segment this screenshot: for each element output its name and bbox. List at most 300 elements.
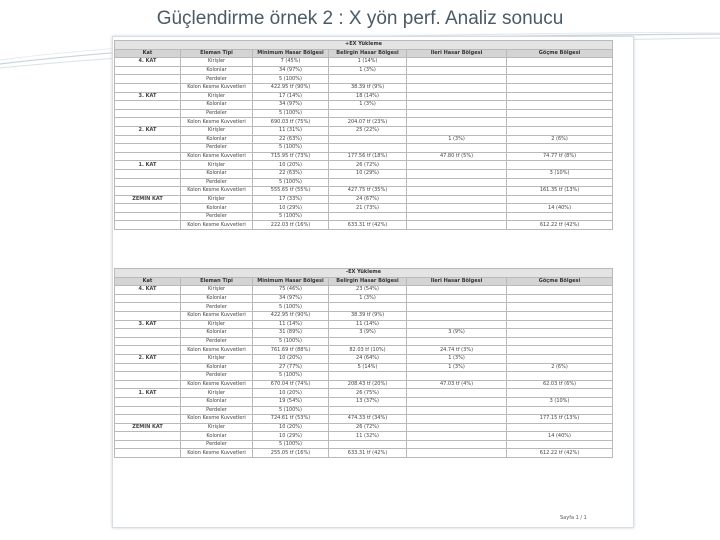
table-row xyxy=(115,346,613,355)
kat-cell xyxy=(115,311,181,320)
gocme-cell: 62.03 tf (6%) xyxy=(507,380,613,389)
belirgin-hasar-cell: 633.31 tf (42%) xyxy=(329,221,407,230)
minimum-hasar-cell: 690.03 tf (75%) xyxy=(253,118,329,127)
table-row xyxy=(115,195,613,204)
eleman-tipi-cell: Perdeler xyxy=(181,75,253,84)
minimum-hasar-cell: 7 (45%) xyxy=(253,58,329,67)
table-row xyxy=(115,406,613,415)
ileri-hasar-cell xyxy=(407,161,507,170)
table-row xyxy=(115,135,613,144)
eleman-tipi-cell: Perdeler xyxy=(181,303,253,312)
kat-cell xyxy=(115,109,181,118)
ileri-hasar-cell xyxy=(407,118,507,127)
minimum-hasar-cell: 555.65 tf (55%) xyxy=(253,187,329,196)
ileri-hasar-cell xyxy=(407,83,507,92)
gocme-cell xyxy=(507,92,613,101)
kat-cell: ZEMIN KAT xyxy=(115,423,181,432)
gocme-cell xyxy=(507,75,613,84)
table-plus-ex xyxy=(114,40,613,230)
eleman-tipi-cell: Kirişler xyxy=(181,126,253,135)
eleman-tipi-cell: Perdeler xyxy=(181,372,253,381)
eleman-tipi-cell: Kolon Kesme Kuvvetleri xyxy=(181,152,253,161)
table-row xyxy=(115,212,613,221)
eleman-tipi-cell: Kirişler xyxy=(181,286,253,295)
belirgin-hasar-cell: 23 (54%) xyxy=(329,286,407,295)
table-row xyxy=(115,380,613,389)
table-row xyxy=(115,432,613,441)
col-header-ileri-hasar: İleri Hasar Bölgesi xyxy=(407,49,507,58)
belirgin-hasar-cell: 38.39 tf (9%) xyxy=(329,311,407,320)
belirgin-hasar-cell: 1 (3%) xyxy=(329,101,407,110)
eleman-tipi-cell: Kolonlar xyxy=(181,204,253,213)
minimum-hasar-cell: 10 (20%) xyxy=(253,389,329,398)
table-row xyxy=(115,372,613,381)
gocme-cell xyxy=(507,320,613,329)
minimum-hasar-cell: 27 (77%) xyxy=(253,363,329,372)
ileri-hasar-cell: 3 (9%) xyxy=(407,329,507,338)
gocme-cell: 177.15 tf (13%) xyxy=(507,415,613,424)
gocme-cell xyxy=(507,101,613,110)
gocme-cell xyxy=(507,212,613,221)
minimum-hasar-cell: 670.04 tf (74%) xyxy=(253,380,329,389)
ileri-hasar-cell xyxy=(407,212,507,221)
eleman-tipi-cell: Kolon Kesme Kuvvetleri xyxy=(181,415,253,424)
belirgin-hasar-cell: 11 (14%) xyxy=(329,320,407,329)
belirgin-hasar-cell: 24 (64%) xyxy=(329,354,407,363)
ileri-hasar-cell xyxy=(407,432,507,441)
belirgin-hasar-cell: 26 (75%) xyxy=(329,389,407,398)
gocme-cell xyxy=(507,109,613,118)
belirgin-hasar-cell xyxy=(329,144,407,153)
belirgin-hasar-cell: 10 (29%) xyxy=(329,169,407,178)
ileri-hasar-cell xyxy=(407,144,507,153)
gocme-cell: 3 (10%) xyxy=(507,169,613,178)
belirgin-hasar-cell: 38.39 tf (9%) xyxy=(329,83,407,92)
gocme-cell: 2 (6%) xyxy=(507,363,613,372)
ileri-hasar-cell xyxy=(407,337,507,346)
eleman-tipi-cell: Kolon Kesme Kuvvetleri xyxy=(181,346,253,355)
kat-cell xyxy=(115,303,181,312)
ileri-hasar-cell xyxy=(407,204,507,213)
ileri-hasar-cell xyxy=(407,66,507,75)
ileri-hasar-cell xyxy=(407,126,507,135)
gocme-cell xyxy=(507,66,613,75)
ileri-hasar-cell xyxy=(407,101,507,110)
belirgin-hasar-cell xyxy=(329,178,407,187)
kat-cell: 3. KAT xyxy=(115,92,181,101)
minimum-hasar-cell: 22 (63%) xyxy=(253,135,329,144)
ileri-hasar-cell: 1 (3%) xyxy=(407,354,507,363)
table-row xyxy=(115,221,613,230)
kat-cell xyxy=(115,66,181,75)
kat-cell xyxy=(115,212,181,221)
col-header-kat: Kat xyxy=(115,277,181,286)
kat-cell xyxy=(115,204,181,213)
kat-cell xyxy=(115,380,181,389)
gocme-cell xyxy=(507,406,613,415)
minimum-hasar-cell: 10 (20%) xyxy=(253,423,329,432)
table-body xyxy=(115,286,613,458)
minimum-hasar-cell: 5 (100%) xyxy=(253,144,329,153)
minimum-hasar-cell: 5 (100%) xyxy=(253,372,329,381)
ileri-hasar-cell: 24.74 tf (3%) xyxy=(407,346,507,355)
minimum-hasar-cell: 10 (29%) xyxy=(253,204,329,213)
gocme-cell xyxy=(507,161,613,170)
eleman-tipi-cell: Perdeler xyxy=(181,337,253,346)
minimum-hasar-cell: 5 (100%) xyxy=(253,303,329,312)
ileri-hasar-cell xyxy=(407,406,507,415)
minimum-hasar-cell: 34 (97%) xyxy=(253,294,329,303)
minimum-hasar-cell: 34 (97%) xyxy=(253,66,329,75)
gocme-cell: 14 (40%) xyxy=(507,204,613,213)
minimum-hasar-cell: 422.95 tf (90%) xyxy=(253,311,329,320)
eleman-tipi-cell: Perdeler xyxy=(181,440,253,449)
ileri-hasar-cell: 47.80 tf (5%) xyxy=(407,152,507,161)
col-header-belirgin-hasar: Belirgin Hasar Bölgesi xyxy=(329,277,407,286)
table-row xyxy=(115,178,613,187)
belirgin-hasar-cell: 204.07 tf (23%) xyxy=(329,118,407,127)
gocme-cell xyxy=(507,311,613,320)
gocme-cell: 612.22 tf (42%) xyxy=(507,221,613,230)
table-row xyxy=(115,169,613,178)
table-body xyxy=(115,58,613,230)
belirgin-hasar-cell xyxy=(329,109,407,118)
col-header-ileri-hasar: İleri Hasar Bölgesi xyxy=(407,277,507,286)
belirgin-hasar-cell xyxy=(329,212,407,221)
ileri-hasar-cell xyxy=(407,397,507,406)
kat-cell xyxy=(115,178,181,187)
belirgin-hasar-cell xyxy=(329,135,407,144)
kat-cell xyxy=(115,221,181,230)
kat-cell xyxy=(115,101,181,110)
ileri-hasar-cell xyxy=(407,449,507,458)
table-row xyxy=(115,363,613,372)
table-row xyxy=(115,75,613,84)
eleman-tipi-cell: Kirişler xyxy=(181,320,253,329)
minimum-hasar-cell: 17 (33%) xyxy=(253,195,329,204)
table-row xyxy=(115,389,613,398)
gocme-cell xyxy=(507,337,613,346)
kat-cell: 1. KAT xyxy=(115,389,181,398)
ileri-hasar-cell xyxy=(407,372,507,381)
kat-cell xyxy=(115,83,181,92)
gocme-cell xyxy=(507,126,613,135)
table-row xyxy=(115,187,613,196)
belirgin-hasar-cell: 1 (3%) xyxy=(329,66,407,75)
minimum-hasar-cell: 19 (54%) xyxy=(253,397,329,406)
table-row xyxy=(115,320,613,329)
table-row xyxy=(115,101,613,110)
kat-cell: 1. KAT xyxy=(115,161,181,170)
minimum-hasar-cell: 10 (20%) xyxy=(253,354,329,363)
kat-cell xyxy=(115,346,181,355)
page-title: Güçlendirme örnek 2 : X yön perf. Analiz sonucu xyxy=(156,8,564,29)
kat-cell xyxy=(115,337,181,346)
belirgin-hasar-cell: 26 (72%) xyxy=(329,161,407,170)
eleman-tipi-cell: Kolon Kesme Kuvvetleri xyxy=(181,118,253,127)
minimum-hasar-cell: 5 (100%) xyxy=(253,212,329,221)
ileri-hasar-cell xyxy=(407,109,507,118)
minimum-hasar-cell: 11 (14%) xyxy=(253,320,329,329)
belirgin-hasar-cell: 3 (9%) xyxy=(329,329,407,338)
col-header-belirgin-hasar: Belirgin Hasar Bölgesi xyxy=(329,49,407,58)
belirgin-hasar-cell: 427.75 tf (35%) xyxy=(329,187,407,196)
ileri-hasar-cell xyxy=(407,311,507,320)
belirgin-hasar-cell xyxy=(329,303,407,312)
eleman-tipi-cell: Perdeler xyxy=(181,406,253,415)
kat-cell xyxy=(115,449,181,458)
eleman-tipi-cell: Perdeler xyxy=(181,109,253,118)
eleman-tipi-cell: Kolonlar xyxy=(181,363,253,372)
kat-cell xyxy=(115,440,181,449)
kat-cell: 4. KAT xyxy=(115,286,181,295)
minimum-hasar-cell: 11 (31%) xyxy=(253,126,329,135)
eleman-tipi-cell: Perdeler xyxy=(181,178,253,187)
belirgin-hasar-cell: 5 (14%) xyxy=(329,363,407,372)
table-row xyxy=(115,118,613,127)
belirgin-hasar-cell: 1 (3%) xyxy=(329,294,407,303)
eleman-tipi-cell: Kolon Kesme Kuvvetleri xyxy=(181,221,253,230)
ileri-hasar-cell xyxy=(407,294,507,303)
belirgin-hasar-cell: 18 (14%) xyxy=(329,92,407,101)
belirgin-hasar-cell: 11 (32%) xyxy=(329,432,407,441)
minimum-hasar-cell: 761.69 tf (88%) xyxy=(253,346,329,355)
kat-cell xyxy=(115,363,181,372)
table-row xyxy=(115,294,613,303)
col-header-gocme: Göçme Bölgesi xyxy=(507,277,613,286)
kat-cell xyxy=(115,432,181,441)
gocme-cell xyxy=(507,423,613,432)
minimum-hasar-cell: 5 (100%) xyxy=(253,337,329,346)
eleman-tipi-cell: Kolon Kesme Kuvvetleri xyxy=(181,311,253,320)
ileri-hasar-cell: 1 (3%) xyxy=(407,135,507,144)
table-row xyxy=(115,329,613,338)
kat-cell xyxy=(115,397,181,406)
kat-cell xyxy=(115,118,181,127)
eleman-tipi-cell: Kolonlar xyxy=(181,66,253,75)
table-row xyxy=(115,415,613,424)
belirgin-hasar-cell xyxy=(329,372,407,381)
gocme-cell xyxy=(507,440,613,449)
table-row xyxy=(115,126,613,135)
table-row xyxy=(115,83,613,92)
eleman-tipi-cell: Kirişler xyxy=(181,92,253,101)
table-row xyxy=(115,109,613,118)
table-row xyxy=(115,92,613,101)
ileri-hasar-cell xyxy=(407,187,507,196)
belirgin-hasar-cell: 208.43 tf (20%) xyxy=(329,380,407,389)
eleman-tipi-cell: Kolonlar xyxy=(181,101,253,110)
minimum-hasar-cell: 22 (63%) xyxy=(253,169,329,178)
gocme-cell xyxy=(507,118,613,127)
table-row xyxy=(115,449,613,458)
col-header-gocme: Göçme Bölgesi xyxy=(507,49,613,58)
eleman-tipi-cell: Kirişler xyxy=(181,161,253,170)
ileri-hasar-cell: 47.03 tf (4%) xyxy=(407,380,507,389)
kat-cell xyxy=(115,75,181,84)
belirgin-hasar-cell: 82.03 tf (10%) xyxy=(329,346,407,355)
gocme-cell: 74.77 tf (8%) xyxy=(507,152,613,161)
minimum-hasar-cell: 5 (100%) xyxy=(253,406,329,415)
belirgin-hasar-cell: 24 (67%) xyxy=(329,195,407,204)
ileri-hasar-cell xyxy=(407,389,507,398)
belirgin-hasar-cell: 474.33 tf (34%) xyxy=(329,415,407,424)
gocme-cell: 612.22 tf (42%) xyxy=(507,449,613,458)
eleman-tipi-cell: Kolonlar xyxy=(181,432,253,441)
eleman-tipi-cell: Kolonlar xyxy=(181,169,253,178)
belirgin-hasar-cell xyxy=(329,75,407,84)
eleman-tipi-cell: Kolon Kesme Kuvvetleri xyxy=(181,187,253,196)
belirgin-hasar-cell: 633.31 tf (42%) xyxy=(329,449,407,458)
minimum-hasar-cell: 5 (100%) xyxy=(253,75,329,84)
gocme-cell xyxy=(507,294,613,303)
kat-cell xyxy=(115,135,181,144)
kat-cell: ZEMIN KAT xyxy=(115,195,181,204)
ileri-hasar-cell xyxy=(407,58,507,67)
page-number: Sayfa 1 / 1 xyxy=(560,515,587,521)
minimum-hasar-cell: 10 (29%) xyxy=(253,432,329,441)
col-header-minimum-hasar: Minimum Hasar Bölgesi xyxy=(253,49,329,58)
gocme-cell xyxy=(507,144,613,153)
eleman-tipi-cell: Kirişler xyxy=(181,195,253,204)
eleman-tipi-cell: Perdeler xyxy=(181,212,253,221)
minimum-hasar-cell: 5 (100%) xyxy=(253,109,329,118)
eleman-tipi-cell: Kirişler xyxy=(181,58,253,67)
table-row xyxy=(115,440,613,449)
ileri-hasar-cell xyxy=(407,303,507,312)
gocme-cell xyxy=(507,195,613,204)
ileri-hasar-cell xyxy=(407,75,507,84)
belirgin-hasar-cell xyxy=(329,440,407,449)
belirgin-hasar-cell: 13 (37%) xyxy=(329,397,407,406)
eleman-tipi-cell: Kolon Kesme Kuvvetleri xyxy=(181,380,253,389)
kat-cell: 4. KAT xyxy=(115,58,181,67)
table-row xyxy=(115,303,613,312)
ileri-hasar-cell xyxy=(407,92,507,101)
gocme-cell xyxy=(507,346,613,355)
minimum-hasar-cell: 255.05 tf (16%) xyxy=(253,449,329,458)
minimum-hasar-cell: 5 (100%) xyxy=(253,178,329,187)
minimum-hasar-cell: 422.95 tf (90%) xyxy=(253,83,329,92)
gocme-cell xyxy=(507,372,613,381)
eleman-tipi-cell: Kirişler xyxy=(181,354,253,363)
table-minus-ex xyxy=(114,268,613,458)
kat-cell xyxy=(115,329,181,338)
ileri-hasar-cell xyxy=(407,415,507,424)
gocme-cell xyxy=(507,354,613,363)
table-row xyxy=(115,337,613,346)
kat-cell xyxy=(115,144,181,153)
minimum-hasar-cell: 17 (14%) xyxy=(253,92,329,101)
minimum-hasar-cell: 10 (20%) xyxy=(253,161,329,170)
minimum-hasar-cell: 724.61 tf (53%) xyxy=(253,415,329,424)
gocme-cell xyxy=(507,303,613,312)
eleman-tipi-cell: Kolon Kesme Kuvvetleri xyxy=(181,449,253,458)
ileri-hasar-cell xyxy=(407,320,507,329)
table-row xyxy=(115,354,613,363)
minimum-hasar-cell: 715.95 tf (73%) xyxy=(253,152,329,161)
belirgin-hasar-cell: 1 (14%) xyxy=(329,58,407,67)
ileri-hasar-cell xyxy=(407,178,507,187)
minimum-hasar-cell: 222.03 tf (16%) xyxy=(253,221,329,230)
table-row xyxy=(115,397,613,406)
minimum-hasar-cell: 34 (97%) xyxy=(253,101,329,110)
col-header-eleman-tipi: Eleman Tipi xyxy=(181,49,253,58)
kat-cell xyxy=(115,152,181,161)
table-caption: +EX Yükleme xyxy=(115,41,613,50)
minimum-hasar-cell: 31 (89%) xyxy=(253,329,329,338)
table-row xyxy=(115,204,613,213)
eleman-tipi-cell: Kolonlar xyxy=(181,329,253,338)
kat-cell xyxy=(115,406,181,415)
table-row xyxy=(115,66,613,75)
eleman-tipi-cell: Kolonlar xyxy=(181,135,253,144)
table-row xyxy=(115,58,613,67)
ileri-hasar-cell xyxy=(407,286,507,295)
belirgin-hasar-cell: 21 (73%) xyxy=(329,204,407,213)
col-header-minimum-hasar: Minimum Hasar Bölgesi xyxy=(253,277,329,286)
ileri-hasar-cell xyxy=(407,195,507,204)
kat-cell xyxy=(115,169,181,178)
kat-cell xyxy=(115,415,181,424)
eleman-tipi-cell: Perdeler xyxy=(181,144,253,153)
eleman-tipi-cell: Kolonlar xyxy=(181,397,253,406)
kat-cell: 3. KAT xyxy=(115,320,181,329)
gocme-cell xyxy=(507,329,613,338)
minimum-hasar-cell: 5 (100%) xyxy=(253,440,329,449)
gocme-cell: 161.35 tf (13%) xyxy=(507,187,613,196)
belirgin-hasar-cell xyxy=(329,337,407,346)
kat-cell xyxy=(115,294,181,303)
eleman-tipi-cell: Kirişler xyxy=(181,423,253,432)
gocme-cell: 2 (6%) xyxy=(507,135,613,144)
table-caption: -EX Yükleme xyxy=(115,269,613,278)
gocme-cell xyxy=(507,58,613,67)
kat-cell xyxy=(115,372,181,381)
gocme-cell xyxy=(507,83,613,92)
gocme-cell: 14 (40%) xyxy=(507,432,613,441)
kat-cell: 2. KAT xyxy=(115,354,181,363)
table-row xyxy=(115,161,613,170)
ileri-hasar-cell xyxy=(407,440,507,449)
table-row xyxy=(115,423,613,432)
table-row xyxy=(115,144,613,153)
col-header-kat: Kat xyxy=(115,49,181,58)
belirgin-hasar-cell: 25 (22%) xyxy=(329,126,407,135)
kat-cell xyxy=(115,187,181,196)
belirgin-hasar-cell: 177.56 tf (18%) xyxy=(329,152,407,161)
minimum-hasar-cell: 75 (46%) xyxy=(253,286,329,295)
eleman-tipi-cell: Kirişler xyxy=(181,389,253,398)
eleman-tipi-cell: Kolon Kesme Kuvvetleri xyxy=(181,83,253,92)
ileri-hasar-cell xyxy=(407,221,507,230)
belirgin-hasar-cell: 26 (72%) xyxy=(329,423,407,432)
gocme-cell xyxy=(507,389,613,398)
table-row xyxy=(115,152,613,161)
belirgin-hasar-cell xyxy=(329,406,407,415)
kat-cell: 2. KAT xyxy=(115,126,181,135)
ileri-hasar-cell xyxy=(407,169,507,178)
col-header-eleman-tipi: Eleman Tipi xyxy=(181,277,253,286)
gocme-cell xyxy=(507,286,613,295)
ileri-hasar-cell xyxy=(407,423,507,432)
table-row xyxy=(115,286,613,295)
gocme-cell: 3 (10%) xyxy=(507,397,613,406)
eleman-tipi-cell: Kolonlar xyxy=(181,294,253,303)
gocme-cell xyxy=(507,178,613,187)
table-row xyxy=(115,311,613,320)
ileri-hasar-cell: 1 (3%) xyxy=(407,363,507,372)
